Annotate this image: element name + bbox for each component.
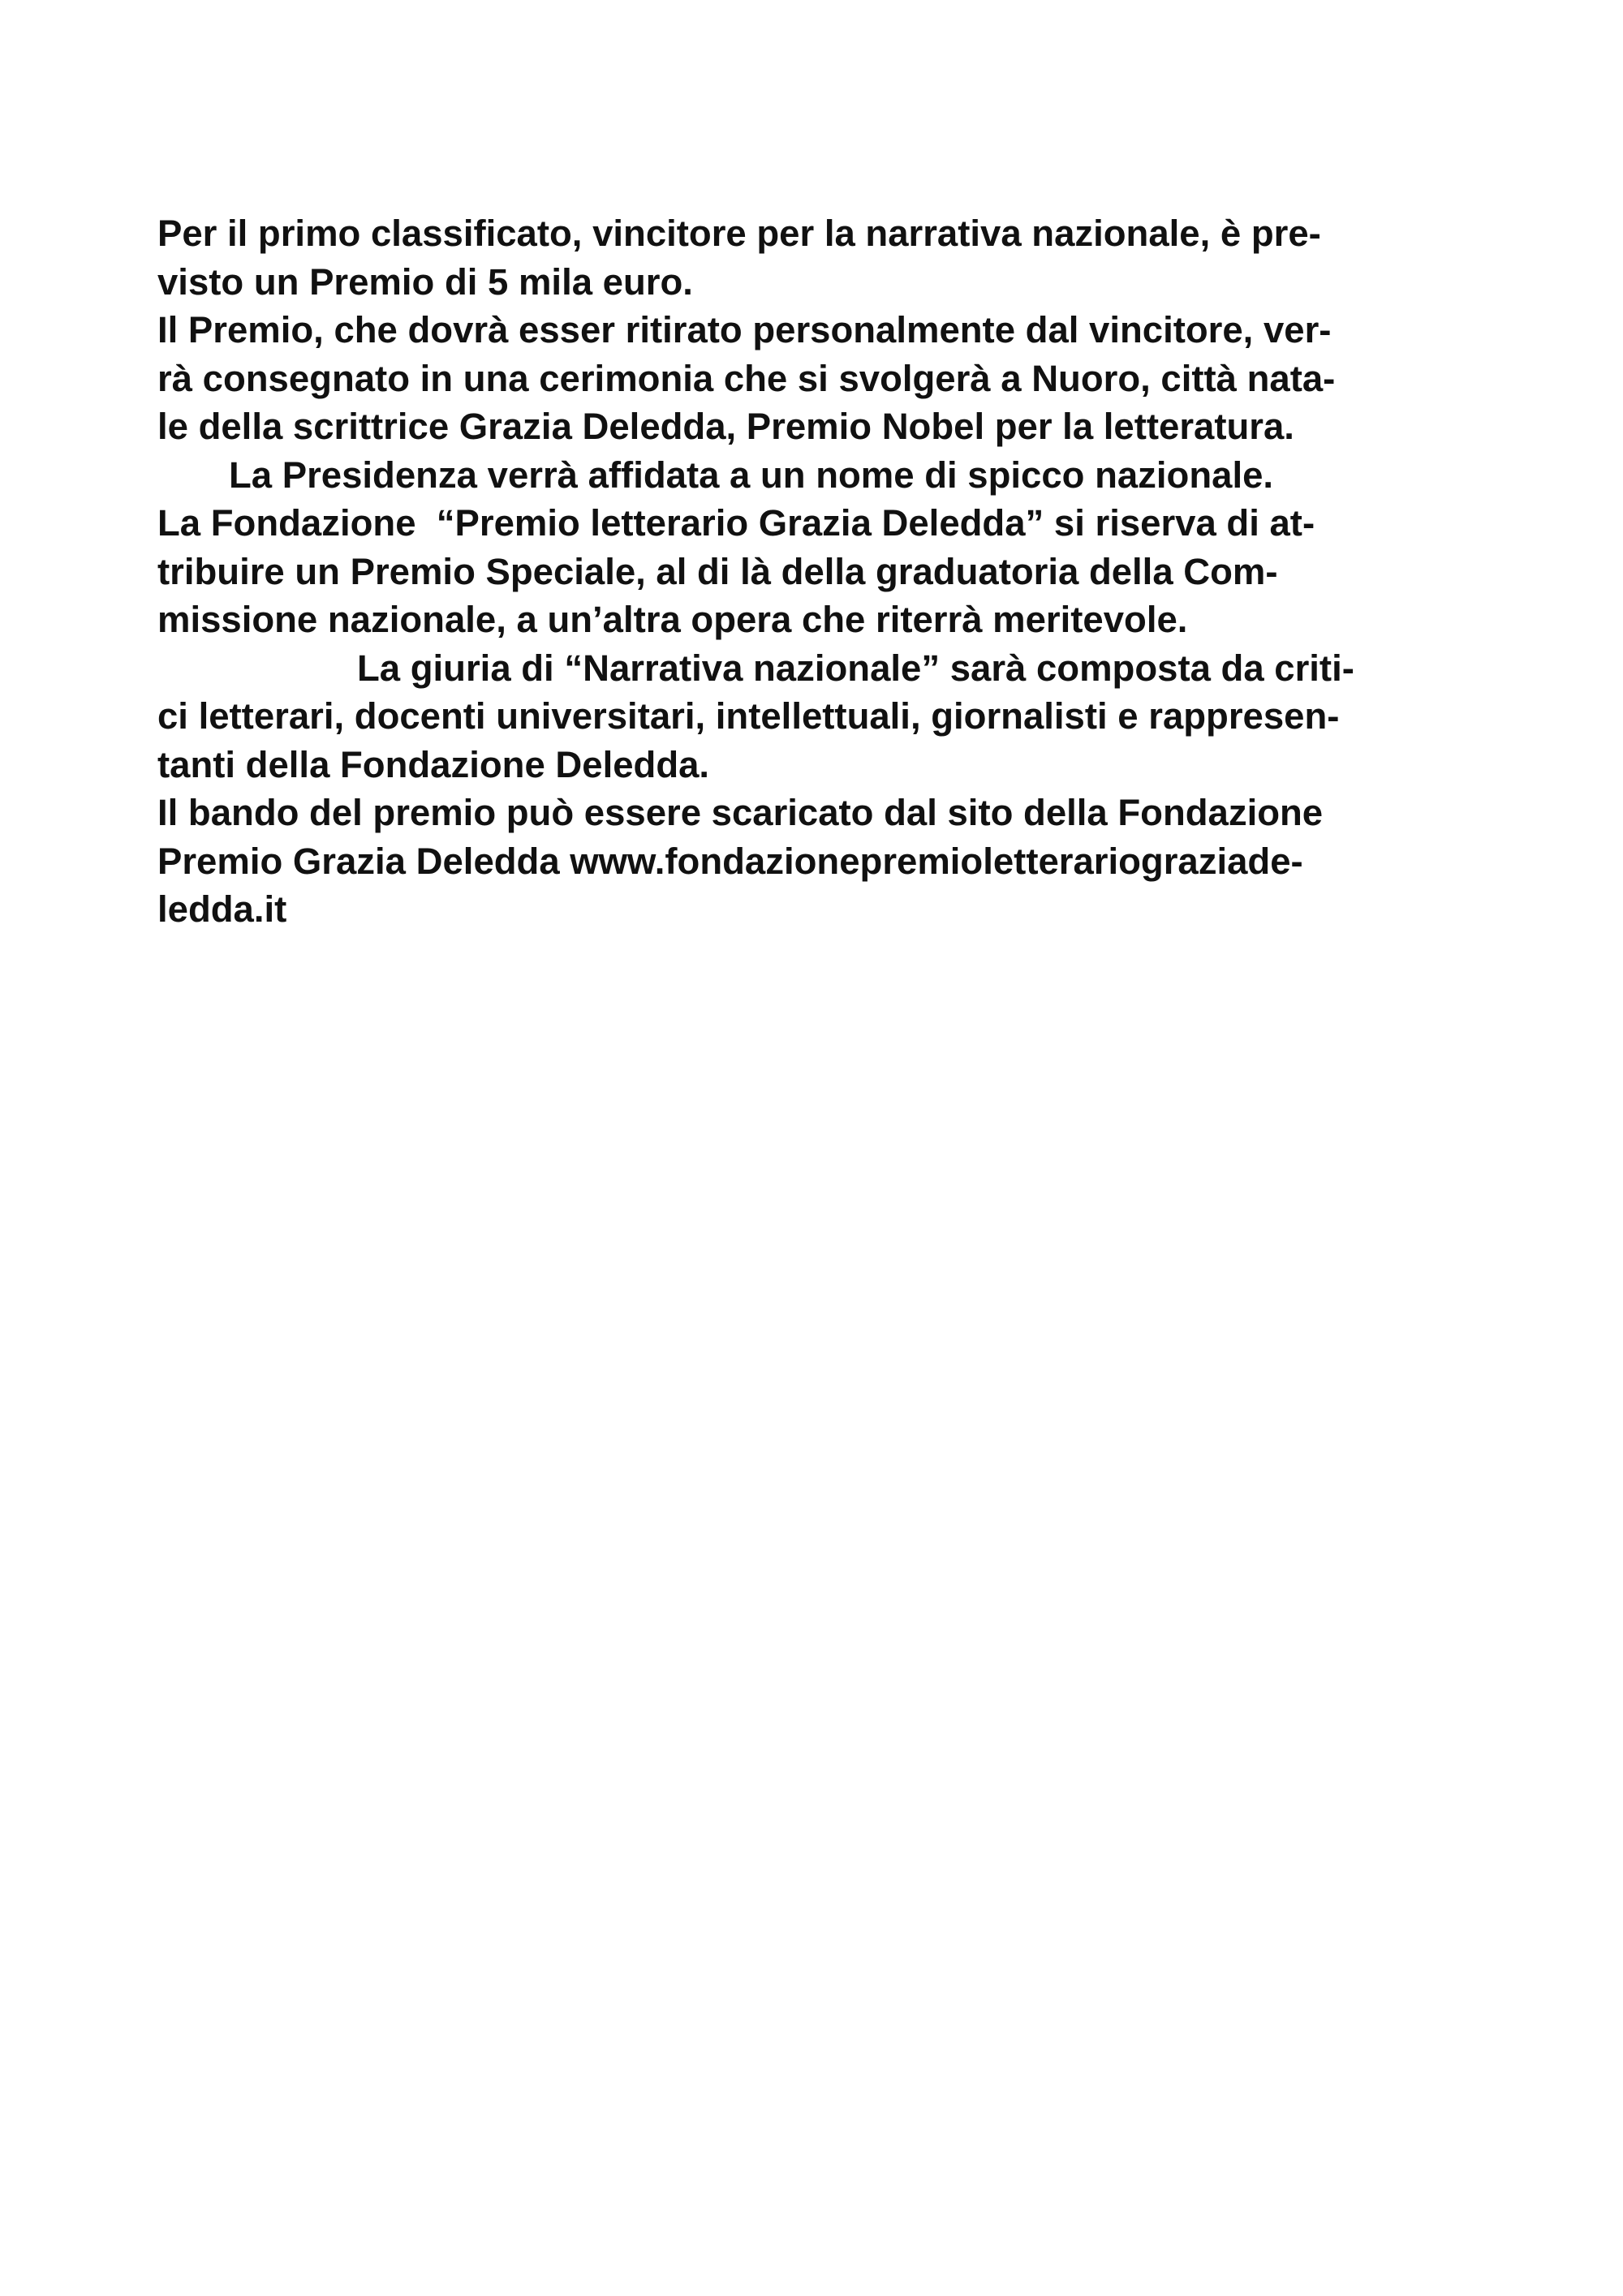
text-line: missione nazionale, a un’altra opera che riterrà meritevole.: [157, 599, 1188, 640]
text-line: tanti della Fondazione Deledda.: [157, 743, 710, 785]
text-line: Il Premio, che dovrà esser ritirato personalmente dal vincitore, ver-: [157, 309, 1332, 350]
text-line: le della scrittrice Grazia Deledda, Premio Nobel per la letteratura.: [157, 406, 1294, 447]
text-line: Il bando del premio può essere scaricato dal sito della Fondazione: [157, 792, 1324, 833]
text-line: Per il primo classificato, vincitore per la narrativa nazionale, è pre-: [157, 213, 1321, 254]
text-line: La Fondazione “Premio letterario Grazia Deledda” si riserva di at-: [157, 502, 1315, 544]
text-line: tribuire un Premio Speciale, al di là della graduatoria della Com-: [157, 550, 1278, 592]
text-line: Premio Grazia Deledda www.fondazionepremioletterariograziade-: [157, 840, 1303, 882]
text-line: rà consegnato in una cerimonia che si svolgerà a Nuoro, città nata-: [157, 357, 1336, 399]
body-text: [157, 209, 1488, 934]
text-line: La giuria di “Narrativa nazionale” sarà composta da criti-: [357, 647, 1354, 689]
text-line: visto un Premio di 5 mila euro.: [157, 260, 693, 303]
text-line: ci letterari, docenti universitari, intellettuali, giornalisti e rappresen-: [157, 695, 1340, 737]
text-line: La Presidenza verrà affidata a un nome di spicco nazionale.: [229, 454, 1274, 496]
text-line: ledda.it: [157, 888, 287, 930]
